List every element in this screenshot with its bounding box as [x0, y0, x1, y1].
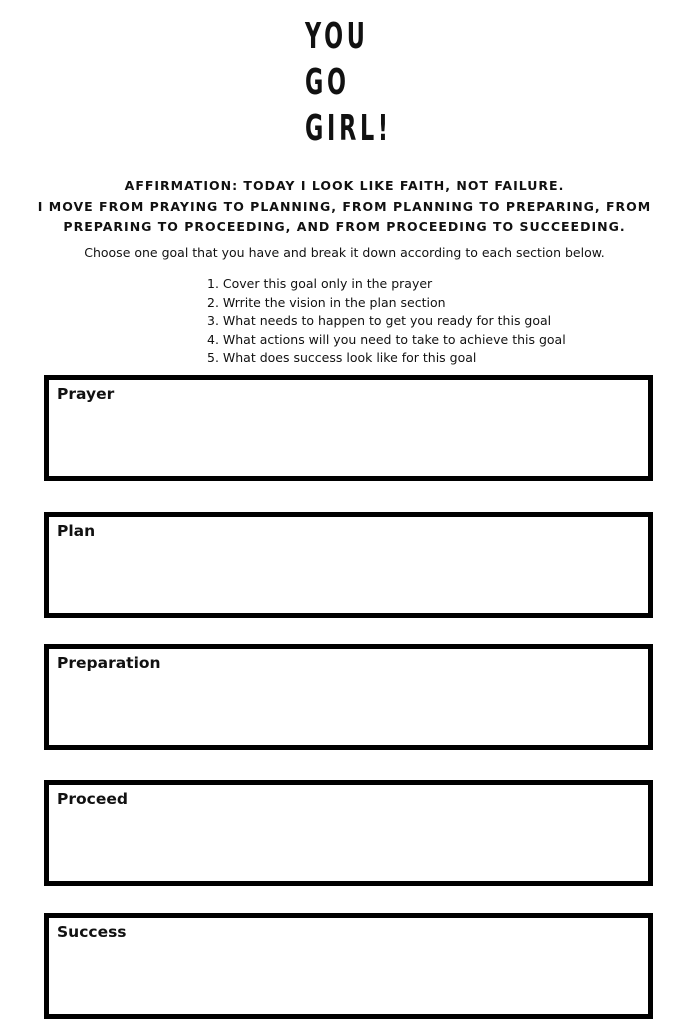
affirmation-line-3: PREPARING TO PROCEEDING, AND FROM PROCEEDING TO SUCCEEDING. [63, 219, 626, 234]
page-title [305, 14, 392, 152]
success-box[interactable] [44, 913, 653, 1019]
plan-label: Plan [57, 522, 96, 540]
instruction-text: Choose one goal that you have and break it down according to each section below. [84, 245, 605, 260]
steps-list [207, 275, 566, 368]
step-item-1: 1. Cover this goal only in the prayer [207, 276, 433, 291]
title-line-3: GIRL! [305, 108, 392, 149]
title-line-1: YOU [305, 16, 369, 57]
plan-box[interactable] [44, 512, 653, 618]
success-label: Success [57, 923, 127, 941]
prayer-box[interactable] [44, 375, 653, 481]
proceed-label: Proceed [57, 790, 128, 808]
step-item-3: 3. What needs to happen to get you ready for this goal [207, 313, 552, 329]
affirmation-line-2: I MOVE FROM PRAYING TO PLANNING, FROM PLANNING TO PREPARING, FROM [37, 198, 652, 214]
affirmation [20, 176, 669, 238]
proceed-box[interactable] [44, 780, 653, 886]
prayer-label: Prayer [57, 385, 115, 403]
affirmation-line-1: AFFIRMATION: TODAY I LOOK LIKE FAITH, NOT FAILURE. [124, 178, 565, 193]
title-line-2: GO [305, 62, 350, 103]
step-item-4: 4. What actions will you need to take to achieve this goal [207, 331, 566, 347]
preparation-box[interactable] [44, 644, 653, 750]
step-item-5: 5. What does success look like for this goal [207, 350, 477, 366]
step-item-2: 2. Wrrite the vision in the plan section [207, 294, 446, 310]
preparation-label: Preparation [57, 654, 161, 672]
